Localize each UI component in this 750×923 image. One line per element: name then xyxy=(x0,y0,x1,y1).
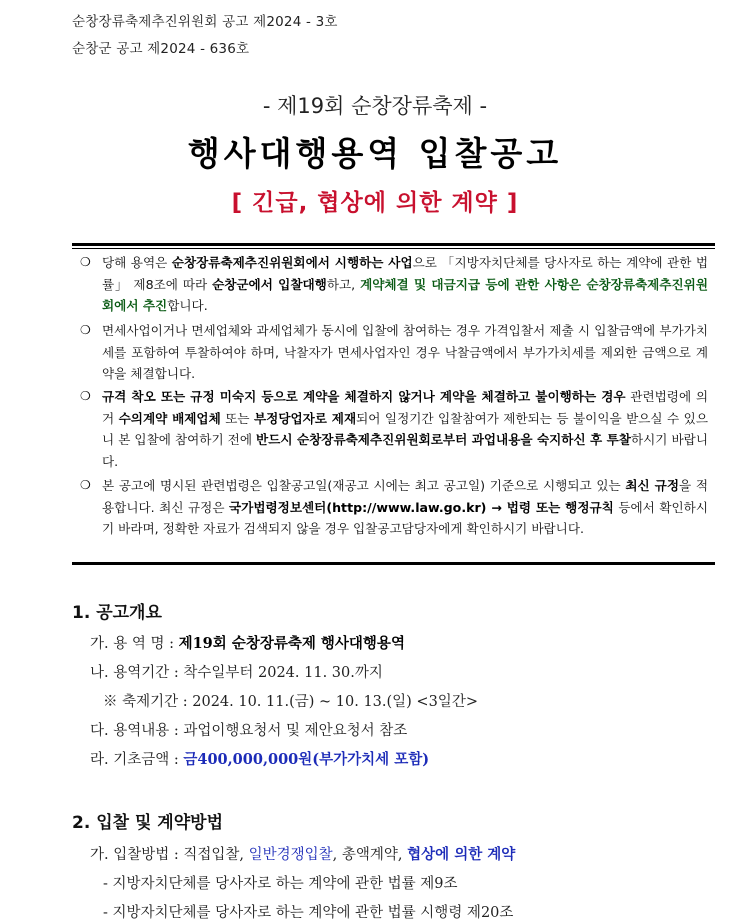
event-subtitle: - 제19회 순창장류축제 - xyxy=(262,94,488,118)
bidding-method-row: 가. 입찰방법 : 직접입찰, 일반경쟁입찰, 총액계약, 협상에 의한 계약 xyxy=(90,846,516,863)
service-period-row: 나. 용역기간 : 착수일부터 2024. 11. 30.까지 xyxy=(90,665,383,681)
law-reference-1: - 지방자치단체를 당사자로 하는 계약에 관한 법률 제9조 xyxy=(103,876,458,892)
notice-item-1: ❍ 당해 용역은 순창장류축제추진위원회에서 시행하는 사업으로 「지방자치단체를 당사자로 하는 계약에 관한 법률」 제8조에 따라 순창군에서 입찰대행하고, 계약체결 및 대금지급 등에 관한 사항은 순창장류축제추진위원회에서 추진합니다. xyxy=(80,252,708,317)
circle-bullet-icon: ❍ xyxy=(80,389,91,403)
contract-type-note: [ 긴급, 협상에 의한 계약 ] xyxy=(231,190,519,216)
circle-bullet-icon: ❍ xyxy=(80,323,91,337)
notice-number-county: 순창군 공고 제2024 - 636호 xyxy=(72,41,250,57)
notice-item-2: ❍ 면세사업이거나 면세업체와 과세업체가 동시에 입찰에 참여하는 경우 가격입찰서 제출 시 입찰금액에 부가가치세를 포함하여 투찰하여야 하며, 낙찰자가 면세사업자인 경우 낙찰금액에서 부가가치세를 제외한 금액으로 계약을 체결합니다. xyxy=(80,320,708,385)
section-1-heading: 1. 공고개요 xyxy=(72,603,162,623)
notice-box xyxy=(72,243,715,565)
notice-item-4: ❍ 본 공고에 명시된 관련법령은 입찰공고일(재공고 시에는 최고 공고일) 기준으로 시행되고 있는 최신 규정을 적용합니다. 최신 규정은 국가법령정보센터(http://www.law.go.kr) → 법령 또는 행정규칙 등에서 확인하시기 바라며, 정확한 자료가 검색되지 않을 경우 입찰공고담당자에게 확인하시기 바랍니다. xyxy=(80,475,708,540)
circle-bullet-icon: ❍ xyxy=(80,478,91,492)
service-content-row: 다. 용역내용 : 과업이행요청서 및 제안요청서 참조 xyxy=(90,723,408,739)
notice-item-3: ❍ 규격 착오 또는 규정 미숙지 등으로 계약을 체결하지 않거나 계약을 체결하고 불이행하는 경우 관련법령에 의거 수의계약 배제업체 또는 부정당업자로 제재되어 일정기간 입찰참여가 제한되는 등 불이익을 받으실 수 있으니 본 입찰에 참여하기 전에 반드시 순창장류축제추진위원회로부터 과업내용을 숙지하신 후 투찰하시기 바랍니다. xyxy=(80,386,708,472)
law-reference-2: - 지방자치단체를 당사자로 하는 계약에 관한 법률 시행령 제20조 xyxy=(103,905,514,921)
base-amount-row: 라. 기초금액 : 금400,000,000원(부가가치세 포함) xyxy=(90,751,430,768)
page-title: 행사대행용역 입찰공고 xyxy=(187,134,563,173)
notice-number-committee: 순창장류축제추진위원회 공고 제2024 - 3호 xyxy=(72,14,338,30)
service-name-row: 가. 용 역 명 : 제19회 순창장류축제 행사대행용역 xyxy=(90,635,405,652)
section-2-heading: 2. 입찰 및 계약방법 xyxy=(72,813,223,833)
circle-bullet-icon: ❍ xyxy=(80,255,91,269)
festival-period-note: ※ 축제기간 : 2024. 10. 11.(금) ~ 10. 13.(일) <3일간> xyxy=(103,694,478,710)
